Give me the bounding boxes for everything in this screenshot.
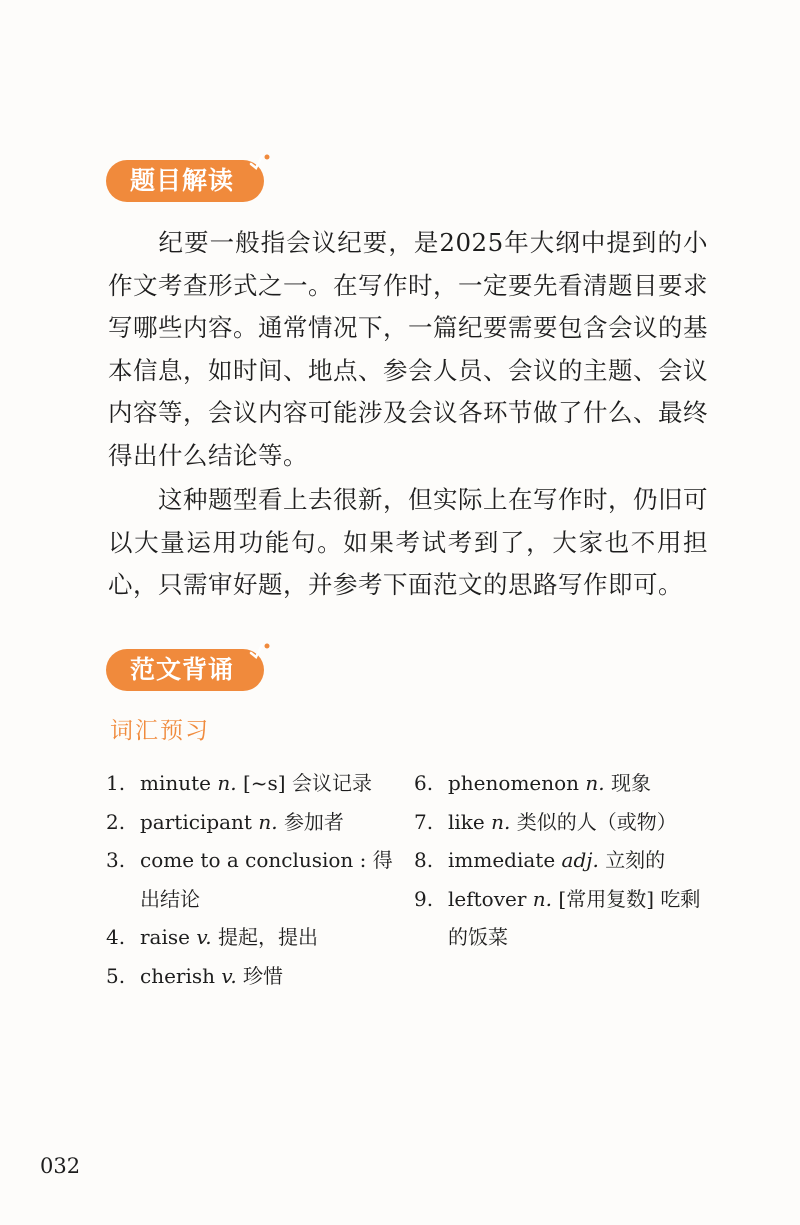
vocab-item: 3. come to a conclusion : 得出结论 (106, 848, 393, 911)
vocab-item: 2. participant n. 参加者 (106, 809, 344, 834)
vocab-list-left (106, 764, 406, 995)
vocab-list-right (414, 764, 704, 957)
section-badge-label: 范文背诵 (130, 655, 235, 684)
sparkle-icon (248, 152, 270, 174)
vocab-heading: 词汇预习 (110, 718, 210, 744)
vocab-item: 1. minute n. [~s] 会议记录 (106, 771, 372, 795)
section-badge-model-essay (106, 649, 264, 691)
sparkle-icon (248, 641, 270, 663)
page-number: 032 (40, 1154, 81, 1178)
section-badge-topic-analysis (106, 160, 264, 202)
vocab-item: 5. cherish v. 珍惜 (106, 963, 284, 988)
paragraph-advice: 这种题型看上去很新，但实际上在写作时，仍旧可以大量运用功能句。如果考试考到了，大家也不用担心，只需审好题，并参考下面范文的思路写作即可。 (108, 485, 708, 599)
vocab-item: 6. phenomenon n. 现象 (414, 771, 652, 795)
vocab-item: 9. leftover n. [常用复数] 吃剩的饭菜 (414, 886, 701, 949)
paragraph-intro: 纪要一般指会议纪要，是2025年大纲中提到的小作文考查形式之一。在写作时，一定要先看清题目要求写哪些内容。通常情况下，一篇纪要需要包含会议的基本信息，如时间、地点、参会人员、会议的主题、会议内容等，会议内容可能涉及会议各环节做了什么、最终得出什么结论等。 (108, 228, 708, 470)
section-badge-label: 题目解读 (130, 166, 235, 195)
vocab-item: 7. like n. 类似的人（或物） (414, 809, 677, 834)
vocab-item: 8. immediate adj. 立刻的 (414, 848, 666, 872)
vocab-item: 4. raise v. 提起，提出 (106, 925, 318, 949)
